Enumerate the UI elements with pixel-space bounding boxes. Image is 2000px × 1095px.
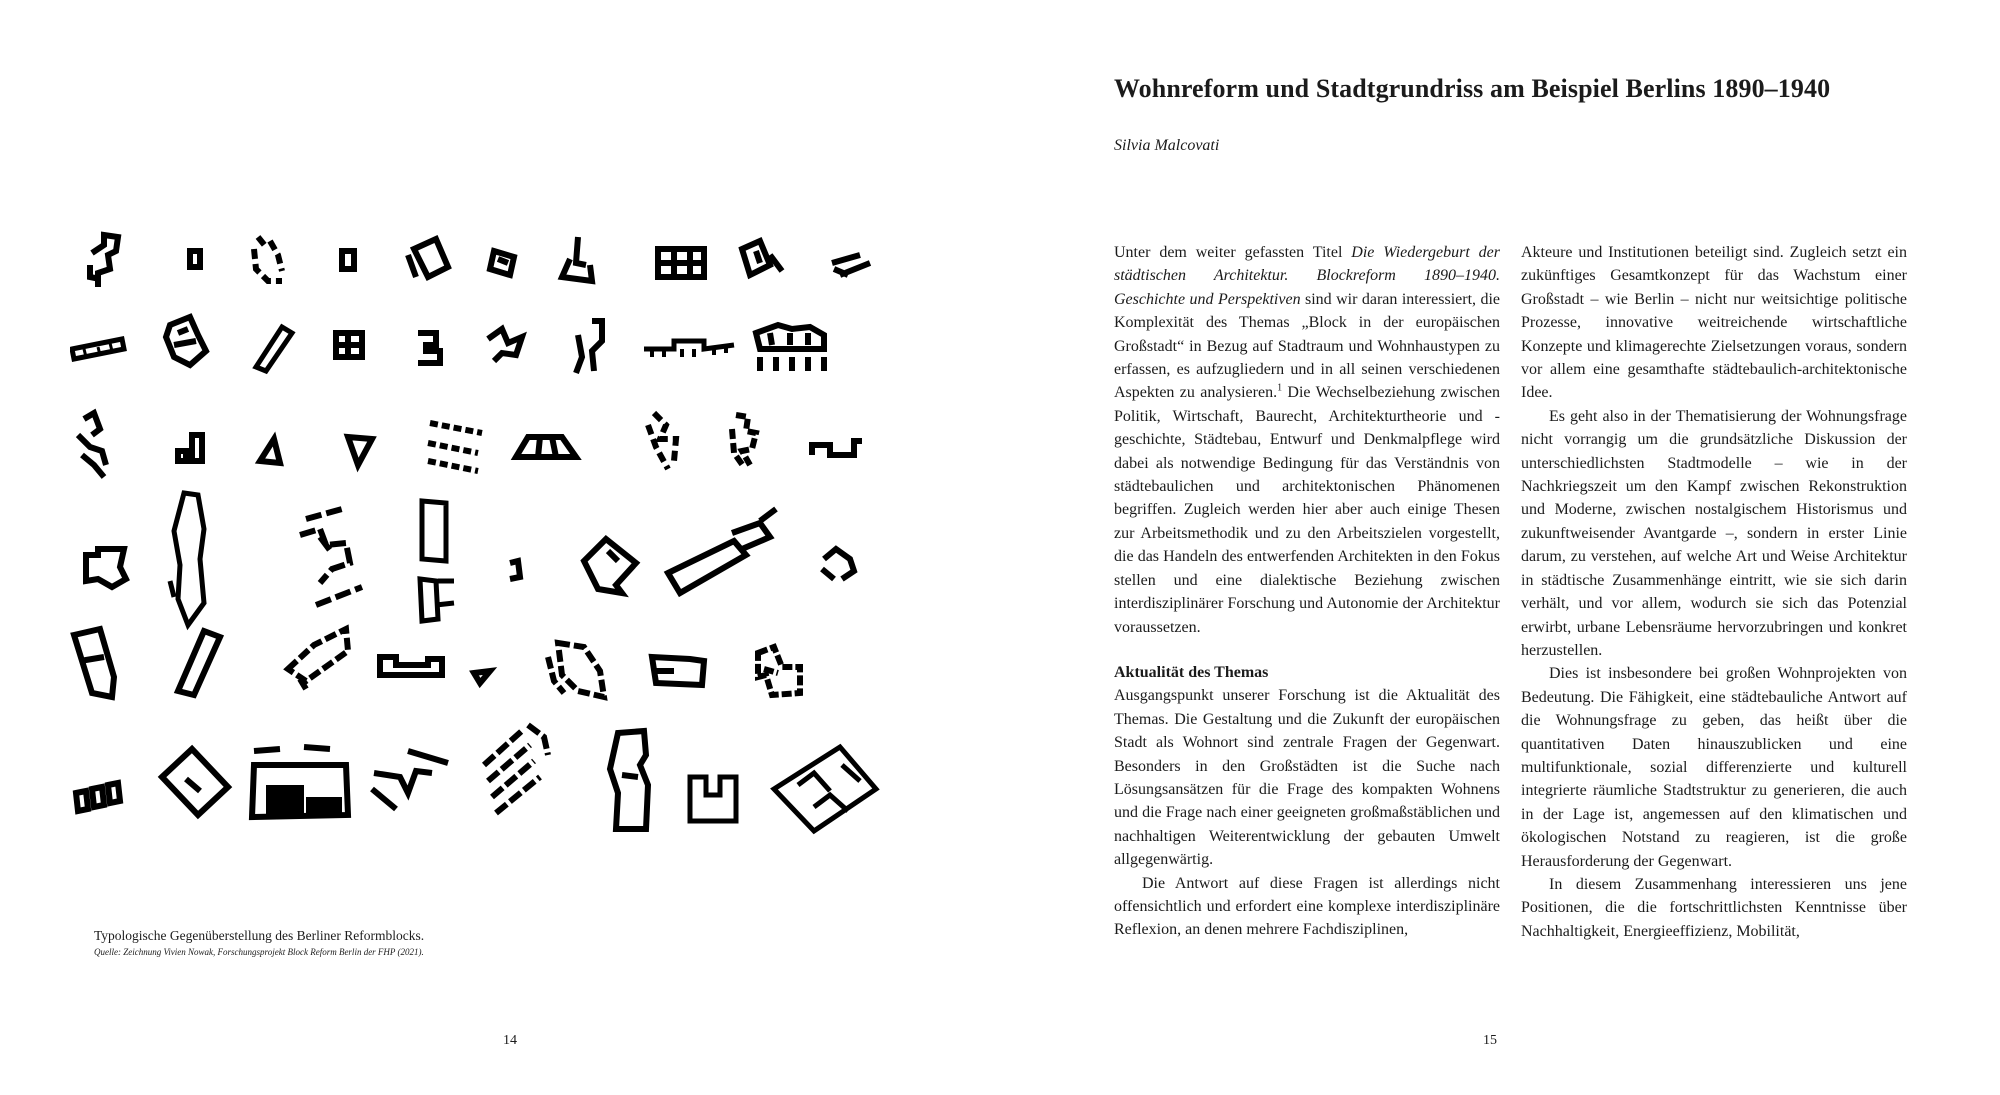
plan-r6-1: [76, 783, 120, 811]
intro-book-title: Die Wiedergeburt der städtischen Architektur. Blockreform 1890–1940. Geschichte und Perspektiven: [1114, 244, 1501, 308]
plan-r5-6: [548, 643, 604, 697]
plan-r4-7: [668, 509, 776, 593]
paragraph-akteure: Akteure und Institutionen beteiligt sind. Zugleich setzt ein zukünftiges Gesamtkonzept für das Wachstum einer Großstadt – wie Berlin – nicht nur weitsichtige politische Prozesse, innovative weitreichende wirtschaftliche Konzepte und klimagerechte Zielsetzungen voraus, sondern vor allem eine gesamthafte städtebaulich-architektonische Idee.: [1521, 244, 1907, 402]
plan-r3-2: [178, 435, 202, 461]
caption-text: Typologische Gegenüberstellung des Berliner Reformblocks.: [94, 928, 425, 943]
intro-text-b: sind wir daran interessiert, die Komplexität des Themas „Block in der europäischen Großstadt“ in Bezug auf Stadtraum und Wohnhaustypen zu erfassen, es aufzugliedern und in all seinen verschiedenen Aspekten zu analysieren.: [1114, 290, 1501, 402]
plan-r5-7: [652, 657, 704, 685]
plan-r1-3: [254, 237, 282, 281]
plan-r1-2: [190, 251, 200, 267]
plan-r2-1: [72, 339, 124, 359]
article-author: Silvia Malcovati: [1114, 137, 1220, 154]
plan-r1-8: [658, 249, 704, 277]
plan-r2-5: [418, 333, 440, 363]
plan-r1-7: [562, 237, 592, 281]
paragraph-antwort: Die Antwort auf diese Fragen ist allerdings nicht offensichtlich und erfordert eine komplexe interdisziplinäre Reflexion, an denen mehrere Fachdisziplinen,: [1114, 874, 1500, 939]
plan-r3-8: [732, 415, 756, 467]
paragraph-wohnprojekte: Dies ist insbesondere bei großen Wohnprojekten von Bedeutung. Die Fähigkeit, eine städtebauliche Antwort auf die Wohnungsfrage zu geben, das heißt über die quantitativen Daten hinauszublicken und eine multifunktionale, sozial differenzierte und kulturell integrierte räumliche Stadtstruktur zu generieren, die auch in der Lage ist, angemessen auf den klimatischen und ökologischen Notstand zu reagieren, ist die große Herausforderung der Gegenwart.: [1521, 665, 1907, 870]
plan-r1-9: [742, 241, 782, 275]
plan-r6-8: [774, 747, 876, 831]
plan-r1-1: [90, 235, 118, 287]
plan-r2-9: [756, 325, 824, 371]
plan-r5-8: [758, 647, 800, 695]
plan-r4-6: [584, 539, 636, 593]
plan-r6-3: [252, 747, 348, 817]
block-plans-figure: [70, 225, 910, 845]
plan-r2-6: [488, 329, 522, 361]
plan-r3-3: [260, 439, 280, 463]
paragraph-aktualitaet: Ausgangspunkt unserer Forschung ist die Aktualität des Themas. Die Gestaltung und die Zukunft der europäischen Stadt als Wohnort sind zentrale Fragen der Gegenwart. Besonders in den Großstädten ist die Suche nach Lösungsansätzen für die Frage des kompakten Wohnens und die Frage nach einer geeigneten großmaßstäblichen und nachhaltigen Weiterentwicklung der gebauten Umwelt allgegenwärtig.: [1114, 687, 1500, 869]
text-column-1: [1114, 241, 1500, 942]
page-number-right: 15: [1483, 1033, 1497, 1048]
article-title: Wohnreform und Stadtgrundriss am Beispiel Berlins 1890–1940: [1114, 74, 1831, 103]
plan-r5-4: [380, 657, 442, 675]
right-page: [1000, 0, 2000, 1095]
plan-r3-1: [78, 413, 106, 477]
caption-source: Quelle: Zeichnung Vivien Nowak, Forschungsprojekt Block Reform Berlin der FHP (2021).: [94, 947, 424, 957]
footnote-ref[interactable]: 1: [1277, 383, 1283, 395]
paragraph-positionen: In diesem Zusammenhang interessieren uns jene Positionen, die die fortschrittlichsten Kenntnisse über Nachhaltigkeit, Energieeffizienz, Mobilität,: [1521, 875, 1907, 940]
plan-r4-5: [510, 561, 520, 579]
plan-r6-6: [610, 731, 648, 829]
page-number-left: 14: [503, 1033, 517, 1048]
figure-caption: [94, 927, 614, 959]
plan-r3-9: [812, 441, 862, 455]
plan-r5-2: [178, 631, 220, 695]
plan-r5-1: [74, 629, 114, 697]
text-column-2: [1521, 241, 1907, 943]
block-plans-drawing: [70, 225, 910, 845]
plan-r4-4: [420, 501, 454, 621]
plan-r2-4: [336, 333, 362, 357]
plan-r5-5: [474, 671, 490, 683]
intro-text-a: Unter dem weiter gefassten Titel: [1114, 244, 1352, 261]
plan-r4-3: [300, 509, 362, 605]
plan-r1-6: [490, 251, 514, 275]
plan-r3-7: [648, 413, 676, 469]
plan-r6-4: [372, 751, 448, 809]
intro-text-c: Die Wechselbeziehung zwischen Politik, Wirtschaft, Baurecht, Architekturtheorie und -geschichte, Städtebau, Entwurf und Denkmalpflege wird dabei als notwendige Bedingung für das Verständnis von städtebaulichen und architektonischen Phänomenen begriffen. Zugleich werden hier aber auch einige Thesen zur Arbeitsmethodik und zu den Arbeitszielen vorgestellt, die das Handeln des entwerfenden Architekten in den Fokus stellen und eine dialektische Beziehung zwischen interdisziplinärer Forschung und Autonomie der Architektur voraussetzen.: [1114, 384, 1500, 636]
plan-r2-2: [166, 317, 206, 365]
plan-r3-5: [428, 423, 482, 471]
plan-r1-4: [342, 251, 354, 269]
section-heading: Aktualität des Themas: [1114, 663, 1269, 681]
plan-r4-8: [822, 549, 854, 579]
paragraph-intro: [1114, 241, 1500, 639]
plan-r6-5: [484, 725, 548, 813]
plan-r6-2: [162, 749, 228, 815]
plan-r3-4: [348, 437, 372, 465]
plan-r2-3: [256, 327, 292, 371]
plan-r4-2: [170, 493, 204, 625]
plan-r1-10: [832, 255, 870, 275]
plan-r1-5: [408, 239, 448, 277]
plan-r2-7: [576, 321, 602, 373]
plan-r6-7: [690, 777, 736, 821]
plan-r3-6: [516, 437, 576, 457]
plan-r2-8: [644, 341, 734, 357]
paragraph-wohnungsfrage: Es geht also in der Thematisierung der Wohnungsfrage nicht vorrangig um die grundsätzliche Diskussion der unterschiedlichsten Stadtmodelle – wie in der Nachkriegszeit um den Kampf zwischen Rekonstruktion und Moderne, zwischen nostalgischem Historismus und zukunftweisender Avantgarde –, sondern in erster Linie darum, zu verstehen, auf welche Art und Weise Architektur in städtische Zusammenhänge eintritt, wie sie sich darin verhält, und vor allem, wodurch sie sich das Potenzial erwirbt, urbane Lebensräume hervorzubringen und konkret herzustellen.: [1521, 407, 1907, 659]
plan-r4-1: [86, 549, 126, 587]
plan-r5-3: [288, 629, 348, 689]
